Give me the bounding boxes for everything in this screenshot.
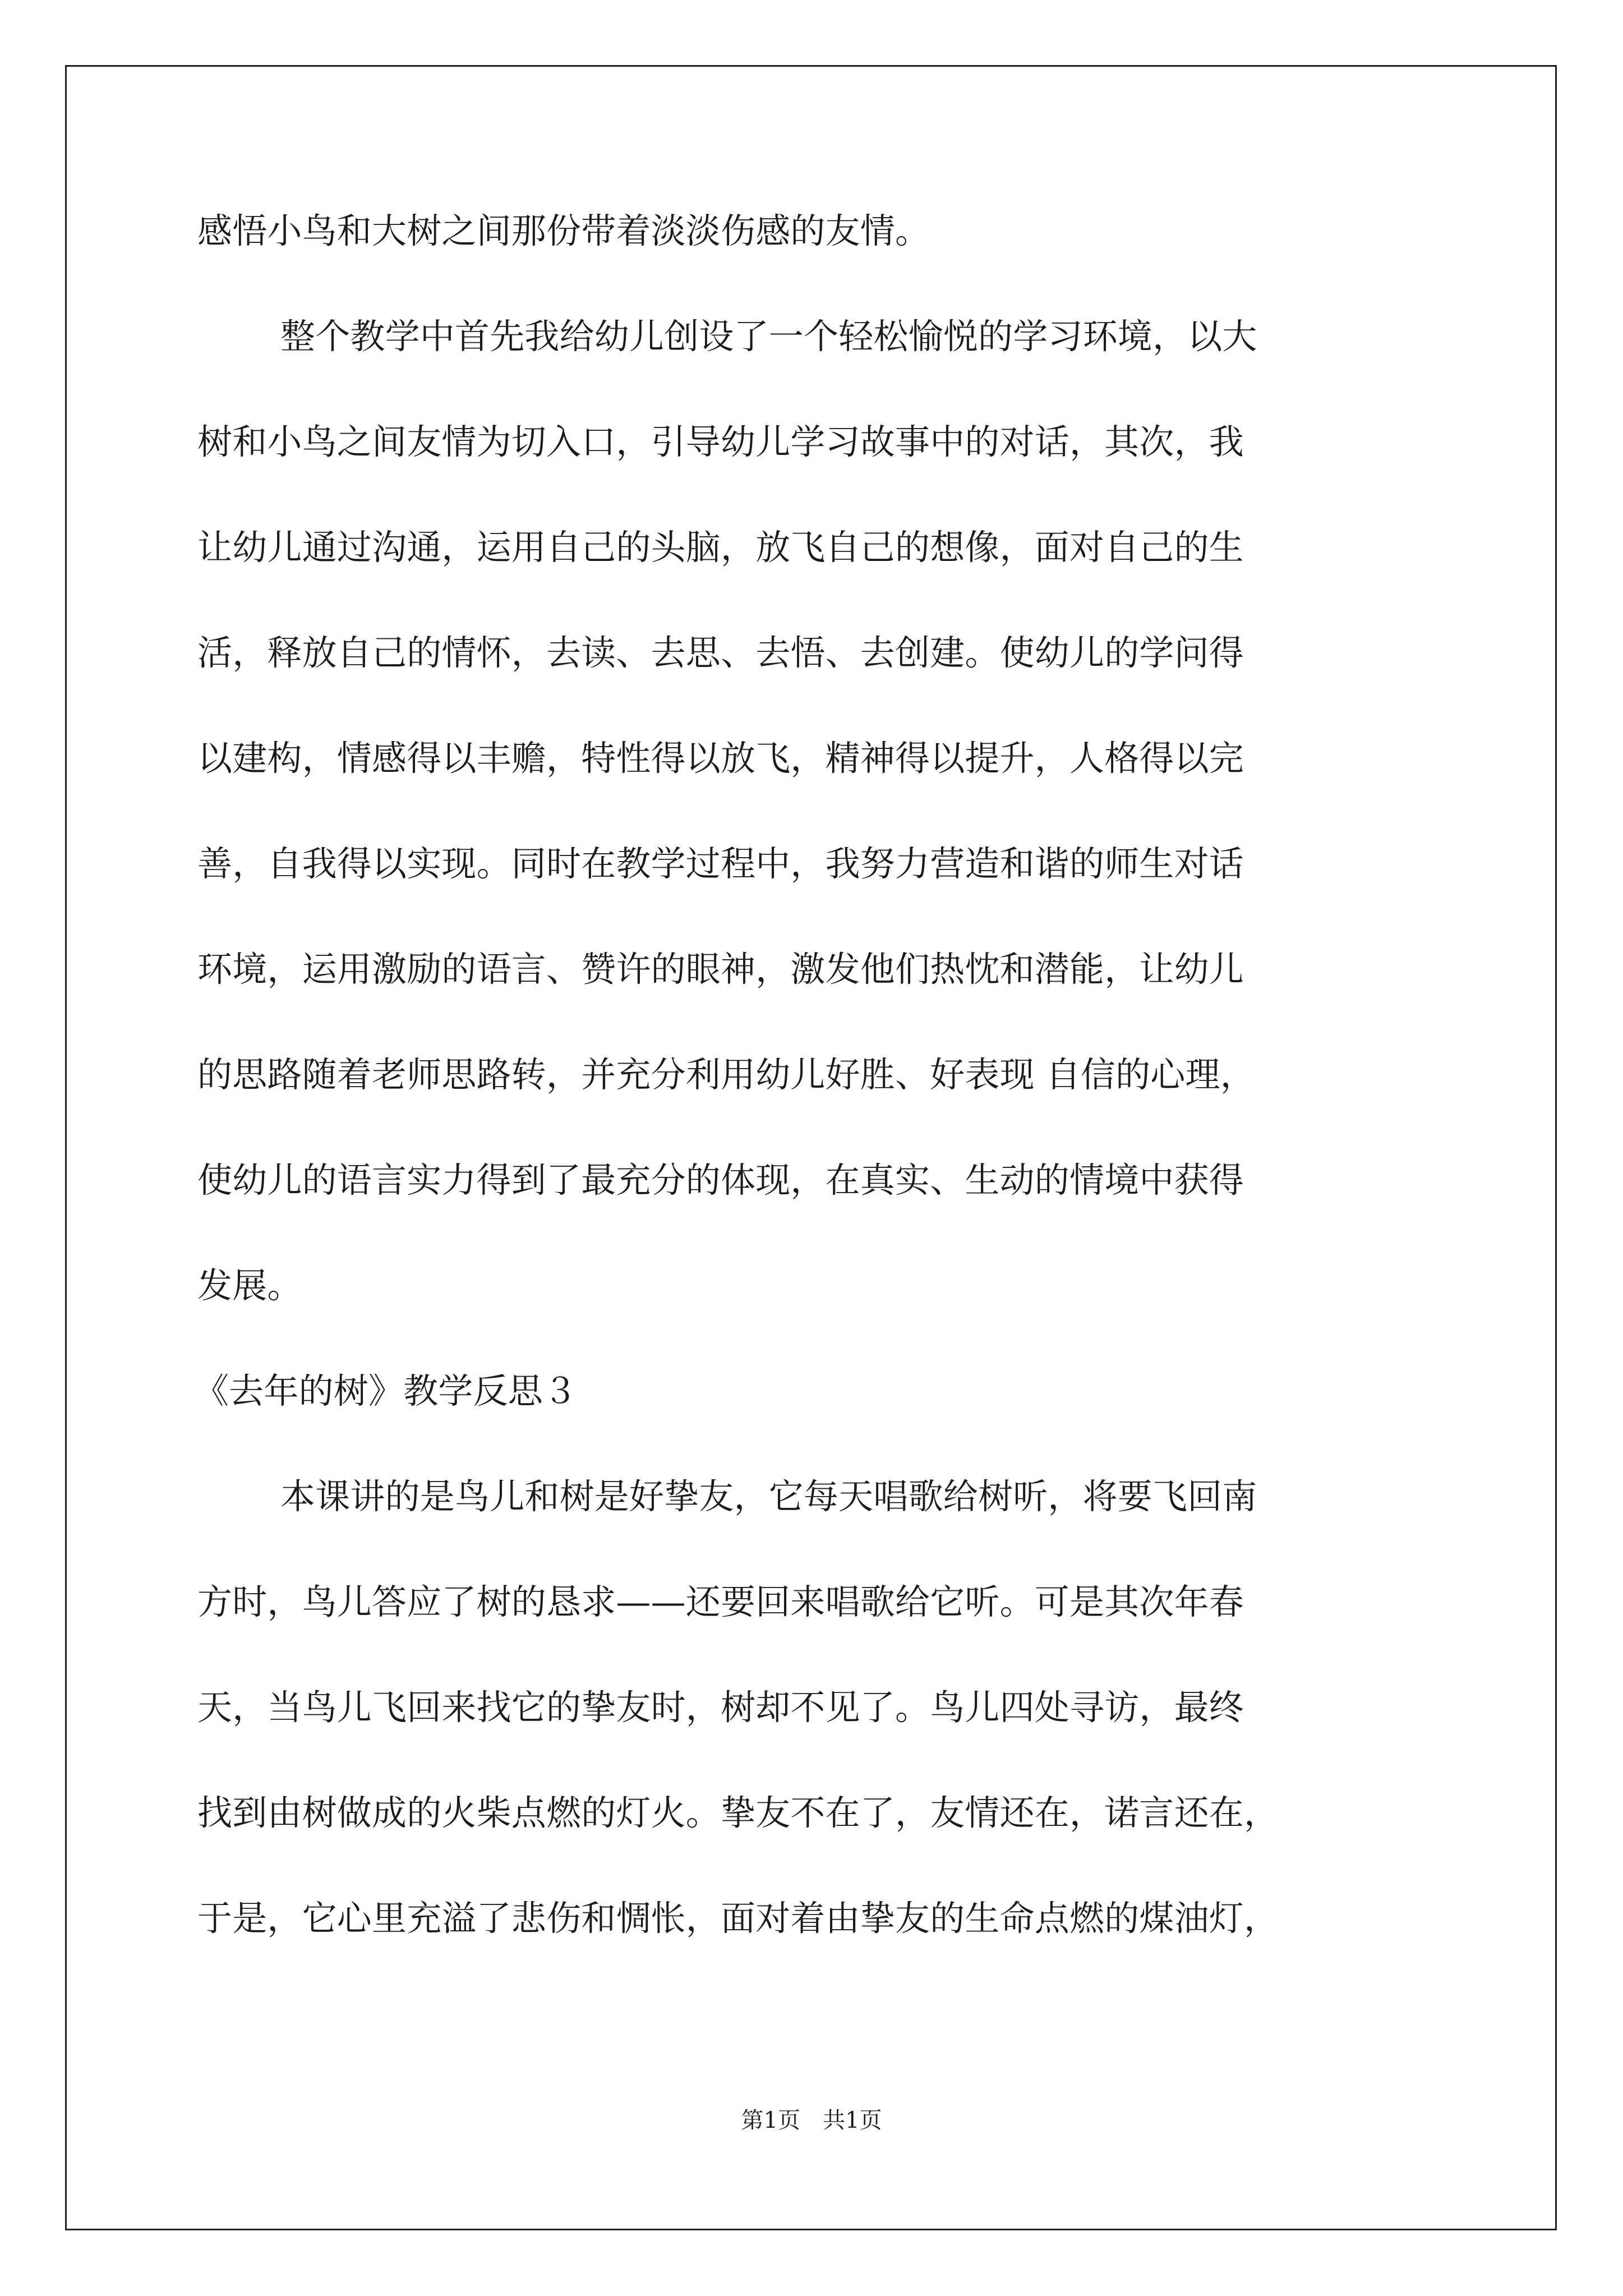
- text-line: 以建构，情感得以丰赡，特性得以放飞，精神得以提升，人格得以完: [197, 738, 1244, 779]
- paragraph-first-line: 整个教学中首先我给幼儿创设了一个轻松愉悦的学习环境，以大: [280, 316, 1257, 357]
- text-line: 找到由树做成的火柴点燃的灯火。挚友不在了，友情还在，诺言还在，: [197, 1792, 1279, 1833]
- text-line: 天，当鸟儿飞回来找它的挚友时，树却不见了。鸟儿四处寻访，最终: [197, 1687, 1244, 1728]
- page-footer: 第1页 共1页: [741, 2108, 882, 2133]
- text-line: 让幼儿通过沟通，运用自己的头脑，放飞自己的想像，面对自己的生: [197, 527, 1244, 568]
- text-line: 树和小鸟之间友情为切入口，引导幼儿学习故事中的对话，其次，我: [197, 421, 1244, 462]
- text-line: 发展。: [197, 1265, 302, 1306]
- section-heading: 《去年的树》教学反思３: [194, 1370, 578, 1411]
- text-line: 环境，运用激励的语言、赞许的眼神，激发他们热忱和潜能，让幼儿: [197, 949, 1244, 990]
- text-line: 的思路随着老师思路转，并充分利用幼儿好胜、好表现 自信的心理，: [197, 1054, 1255, 1095]
- text-line: 于是，它心里充溢了悲伤和惆怅，面对着由挚友的生命点燃的煤油灯，: [197, 1898, 1279, 1939]
- text-line: 使幼儿的语言实力得到了最充分的体现，在真实、生动的情境中获得: [197, 1159, 1244, 1200]
- text-line: 感悟小鸟和大树之间那份带着淡淡伤感的友情。: [197, 210, 930, 251]
- text-line: 方时，鸟儿答应了树的恳求——还要回来唱歌给它听。可是其次年春: [197, 1581, 1244, 1622]
- text-line: 活，释放自己的情怀，去读、去思、去悟、去创建。使幼儿的学问得: [197, 632, 1244, 673]
- text-line: 善，自我得以实现。同时在教学过程中，我努力营造和谐的师生对话: [197, 843, 1244, 884]
- paragraph-first-line: 本课讲的是鸟儿和树是好挚友，它每天唱歌给树听，将要飞回南: [280, 1476, 1257, 1517]
